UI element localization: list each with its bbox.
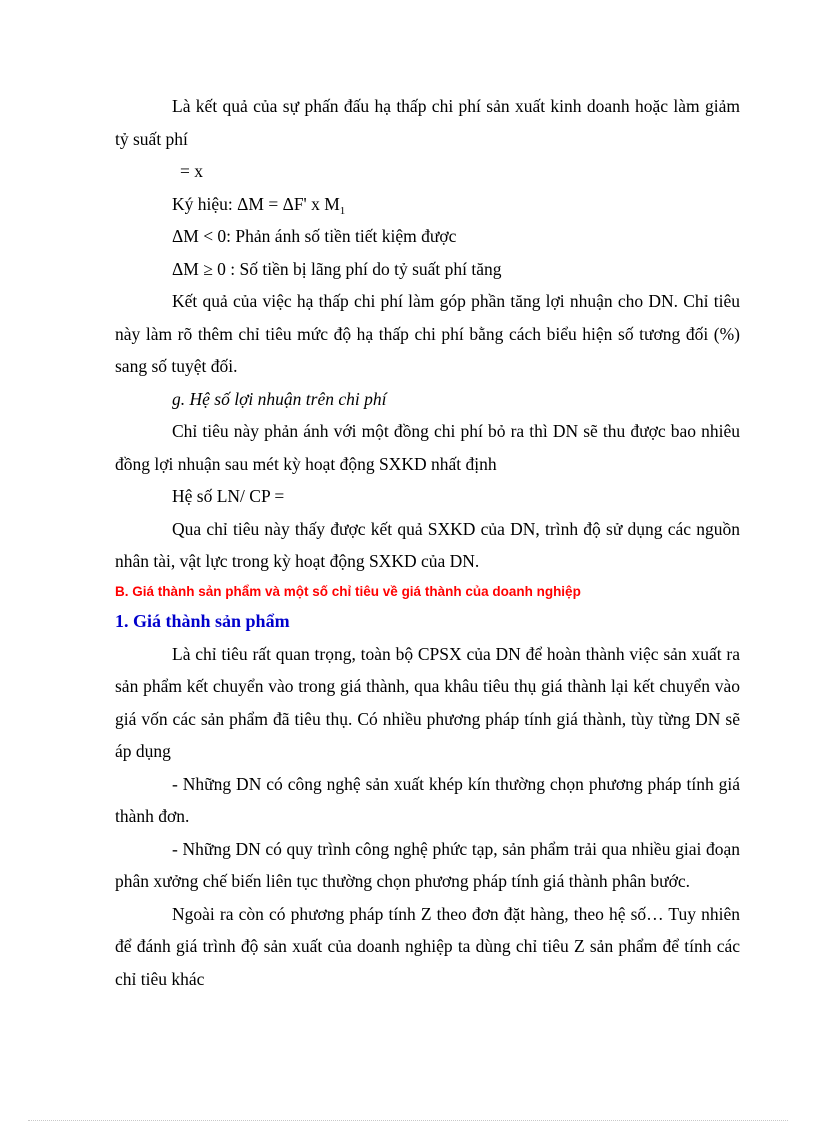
document-page — [115, 90, 740, 995]
paragraph-cost-reduction-result: Là kết quả của sự phấn đấu hạ thấp chi phí sản xuất kinh doanh hoặc làm giảm tỷ suất phí — [115, 96, 740, 149]
formula-negative-case: ΔM < 0: Phản ánh số tiền tiết kiệm được — [172, 226, 457, 246]
formula-symbol-text: Ký hiệu: ΔM = ΔF' x M — [172, 193, 340, 214]
formula-positive-case: ΔM ≥ 0 : Số tiền bị lãng phí do tỷ suất phí tăng — [172, 258, 502, 279]
page-bottom-divider — [28, 1120, 788, 1121]
formula-ratio-line: Hệ số LN/ CP = — [172, 486, 285, 506]
paragraph-profit-contribution: Kết quả của việc hạ thấp chi phí làm góp phần tăng lợi nhuận cho DN. Chỉ tiêu này làm rõ thêm chỉ tiêu mức độ hạ thấp chi phí bằng cách biểu hiện số tương đối (%) sang số tuyệt đối. — [115, 291, 740, 376]
paragraph-other-methods: Ngoài ra còn có phương pháp tính Z theo đơn đặt hàng, theo hệ số… Tuy nhiên để đánh giá trình độ sản xuất của doanh nghiệp ta dùng chỉ tiêu Z sản phẩm để tính các chỉ tiêu khác — [115, 903, 740, 989]
paragraph-cost-definition: Là chỉ tiêu rất quan trọng, toàn bộ CPSX của DN để hoàn thành việc sản xuất ra sản phẩm kết chuyển vào trong giá thành, qua khâu tiêu thụ giá thành lại kết chuyển vào giá vốn các sản phẩm đã tiêu thụ. Có nhiều phương pháp tính giá thành, tùy từng DN sẽ áp dụng — [115, 643, 740, 761]
section-heading-1: 1. Giá thành sản phẩm — [115, 610, 290, 631]
formula-equals-line: = x — [180, 161, 203, 181]
bullet-complex-process: - Những DN có quy trình công nghệ phức tạp, sản phẩm trải qua nhiều giai đoạn phân xưởng chế biến liên tục thường chọn phương pháp tính giá thành phân bước. — [115, 838, 740, 891]
formula-subscript: 1 — [339, 204, 346, 217]
bullet-closed-process: - Những DN có công nghệ sản xuất khép kín thường chọn phương pháp tính giá thành đơn. — [115, 773, 740, 826]
formula-symbol-line — [115, 188, 740, 221]
subheading-profit-cost-ratio: g. Hệ số lợi nhuận trên chi phí — [172, 388, 387, 409]
section-heading-b: B. Giá thành sản phẩm và một số chỉ tiêu về giá thành của doanh nghiệp — [115, 583, 581, 599]
paragraph-ratio-meaning: Chỉ tiêu này phản ánh với một đồng chi phí bỏ ra thì DN sẽ thu được bao nhiêu đồng lợi nhuận sau mét kỳ hoạt động SXKD nhất định — [115, 421, 740, 474]
paragraph-ratio-insight: Qua chỉ tiêu này thấy được kết quả SXKD của DN, trình độ sử dụng các nguồn nhân tài, vật lực trong kỳ hoạt động SXKD của DN. — [115, 518, 740, 571]
